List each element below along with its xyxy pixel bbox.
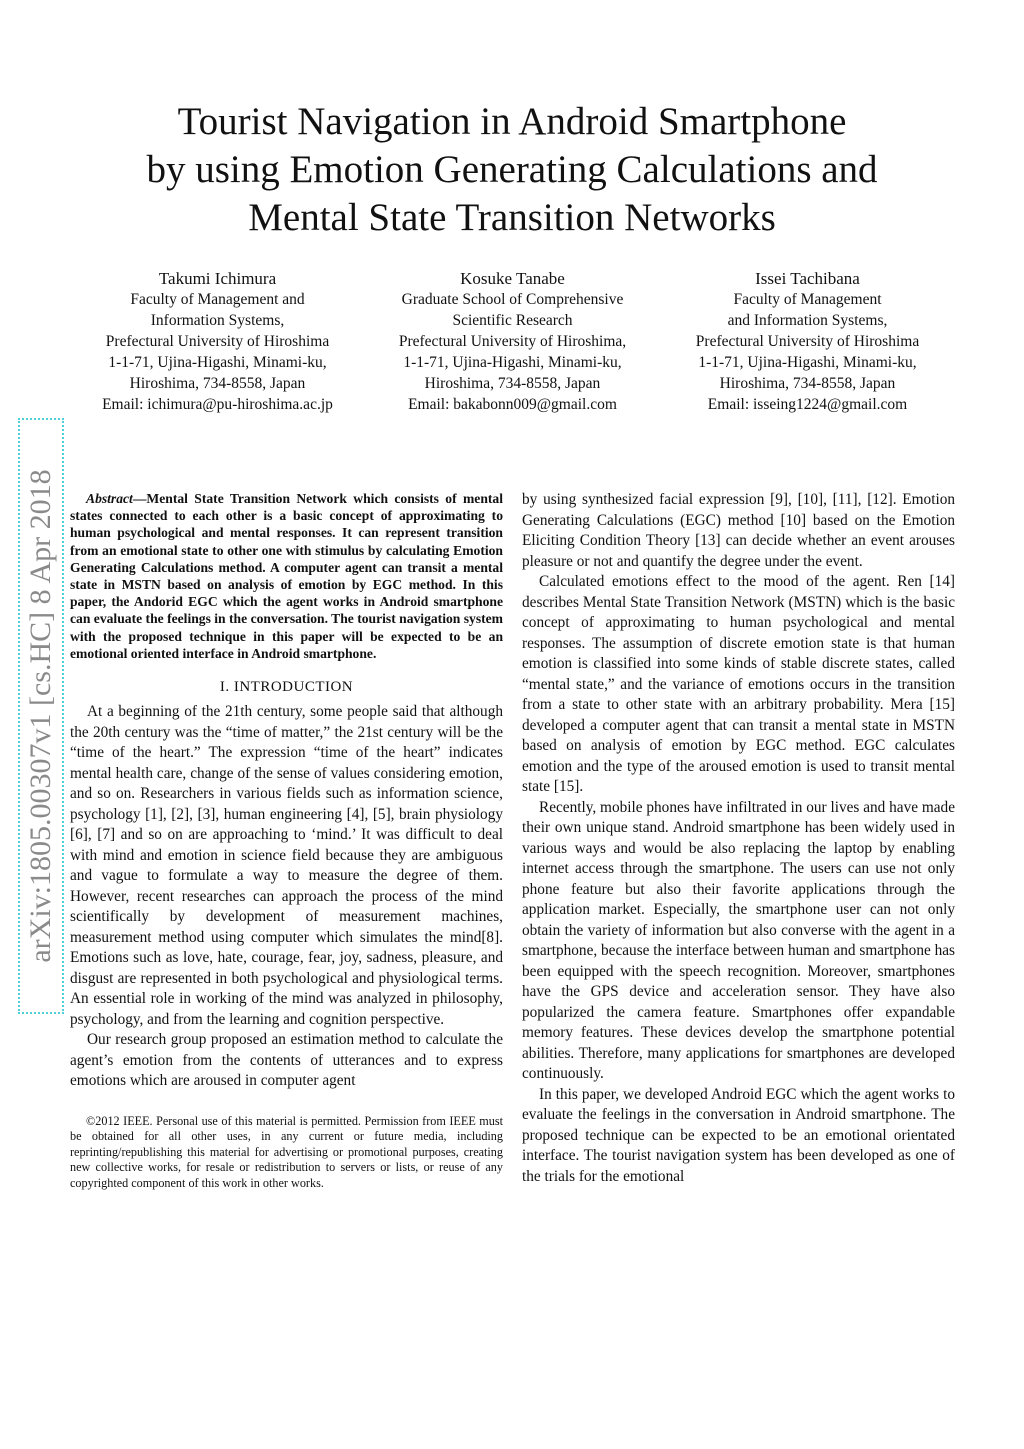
paragraph: Calculated emotions effect to the mood of the agent. Ren [14] describes Mental State Transition Network (MSTN) which is the basic concept of approximating to human psychological and mental responses. The assumption of discrete emotion state is that human emotion is classified into some kinds of stable discrete states, called “mental state,” and the variance of emotions occurs in the transition from a state to other state with an arbitrary probability. Mera [15] developed a computer agent that can transit a mental state in MSTN based on analysis of emotion by EGC method. EGC calculates emotion and the type of the aroused emotion is used to transit mental state [15].	[522, 573, 955, 795]
author-affiliation-line: 1-1-71, Ujina-Higashi, Minami-ku,	[403, 354, 622, 371]
author-affiliation-line: Prefectural University of Hiroshima,	[398, 333, 627, 350]
paper-title	[0, 98, 1024, 242]
title-line: Tourist Navigation in Android Smartphone	[177, 100, 847, 143]
author-affiliation-line: Email: isseing1224@gmail.com	[707, 396, 908, 413]
copyright-notice: ©2012 IEEE. Personal use of this material is permitted. Permission from IEEE must be obtained for all other uses, in any current or future media, including reprinting/republishing this material for advertising or promotional purposes, creating new collective works, for resale or redistribution to servers or lists, or reuse of any copyrighted component of this work in other works.	[70, 1113, 503, 1190]
section-heading: I. INTRODUCTION	[219, 679, 354, 696]
paragraph: Recently, mobile phones have infiltrated in our lives and have made their own unique stand. Android smartphone has been widely used in various ways and would be also replacing the laptop by enabling internet access through the smartphone. The users can use not only phone feature but also their favorite applications through the application market. Especially, the smartphone user can not only obtain the variety of information but also converse with the agent in a smartphone, because the interface between human and smartphone has been equipped with the speech recognition. Moreover, smartphones have the GPS device and acceleration sensor. They have also popularized the camera feature. Smartphones offer expandable memory features. These devices develop the smartphone potential abilities. Therefore, many applications for smartphones are developed continuously.	[522, 798, 955, 1082]
author	[365, 268, 660, 415]
author-affiliation-line: 1-1-71, Ujina-Higashi, Minami-ku,	[108, 354, 327, 371]
paragraph: At a beginning of the 21th century, some people said that although the 20th century was the “time of matter,” the 21st century will be the “time of the heart.” The expression “time of the heart” indicates mental health care, change of the sense of values considering emotion, and so on. Researchers in various fields such as information science, psychology [1], [2], [3], human engineering [4], [5], brain physiology [6], [7] and so on are approaching to ‘mind.’ It was difficult to deal with mind and emotion in science field because they are ambiguous and vague to formulate a way to measure the degree of them. However, recent researches can approach the process of the mind scientifically by development of measurement machines, measurement method using computer which simulates the mind[8]. Emotions such as love, hate, courage, fear, joy, sadness, pleasure, and disgust are represented in both psychological and physiological terms. An essential role in working of the mind was analyzed in philosophy, psychology, and from the learning and cognition perspective.	[70, 703, 503, 1028]
arxiv-id: arXiv:1805.00307v1 [cs.HC] 8 Apr 2018	[24, 469, 57, 963]
right-column	[522, 490, 955, 1187]
author-block	[70, 268, 955, 415]
author-affiliation-line: Faculty of Management and	[130, 291, 305, 308]
author	[660, 268, 955, 415]
author-affiliation-line: Scientific Research	[452, 312, 573, 329]
author-affiliation-line: Graduate School of Comprehensive	[401, 291, 624, 308]
author-affiliation-line: Hiroshima, 734-8558, Japan	[424, 375, 601, 392]
abstract-text: —Mental State Transition Network which consists of mental states connected to each other is a basic concept of approximating to human psychological and mental responses. It can represent transition from an emotional state to other one with stimulus by calculating Emotion Generating Calculations method. A computer agent can transit a mental state in MSTN based on analysis of emotion by EGC method. In this paper, the Andorid EGC which the agent works in Android smartphone can evaluate the feelings in the conversation. The tourist navigation system with the proposed technique in this paper will be expected to be an emotional oriented interface in Android smartphone.	[70, 491, 503, 661]
author-name: Issei Tachibana	[755, 269, 860, 288]
arxiv-stamp	[18, 418, 64, 1014]
author-name: Kosuke Tanabe	[460, 269, 565, 288]
author-affiliation-line: Information Systems,	[150, 312, 285, 329]
author-affiliation-line: 1-1-71, Ujina-Higashi, Minami-ku,	[698, 354, 917, 371]
title-line: Mental State Transition Networks	[248, 196, 776, 239]
title-line: by using Emotion Generating Calculations and	[146, 148, 878, 191]
author-affiliation-line: Email: bakabonn009@gmail.com	[408, 396, 617, 413]
paragraph: Our research group proposed an estimation method to calculate the agent’s emotion from the contents of utterances and to express emotions which are aroused in computer agent	[70, 1031, 503, 1090]
author-affiliation-line: Prefectural University of Hiroshima	[695, 333, 920, 350]
author-affiliation-line: Prefectural University of Hiroshima	[105, 333, 330, 350]
abstract-label: Abstract	[86, 491, 133, 506]
author-affiliation-line: Hiroshima, 734-8558, Japan	[129, 375, 306, 392]
author-name: Takumi Ichimura	[158, 269, 277, 288]
author-affiliation-line: Hiroshima, 734-8558, Japan	[719, 375, 896, 392]
paragraph: In this paper, we developed Android EGC which the agent works to evaluate the feelings in the conversation in Android smartphone. The proposed technique can be expected to be an emotional orientated interface. The tourist navigation system has been developed as one of the trials for the emotional	[522, 1085, 955, 1185]
left-column	[70, 490, 503, 1192]
author-affiliation-line: Email: ichimura@pu-hiroshima.ac.jp	[102, 396, 333, 413]
author	[70, 268, 365, 415]
author-affiliation-line: and Information Systems,	[727, 312, 888, 329]
paragraph: by using synthesized facial expression [9], [10], [11], [12]. Emotion Generating Calculations (EGC) method [10] based on the Emotion Eliciting Condition Theory [13] can decide whether an event arouses pleasure or not and quantify the degree under the event.	[522, 491, 955, 570]
abstract	[70, 490, 503, 662]
author-affiliation-line: Faculty of Management	[733, 291, 882, 308]
